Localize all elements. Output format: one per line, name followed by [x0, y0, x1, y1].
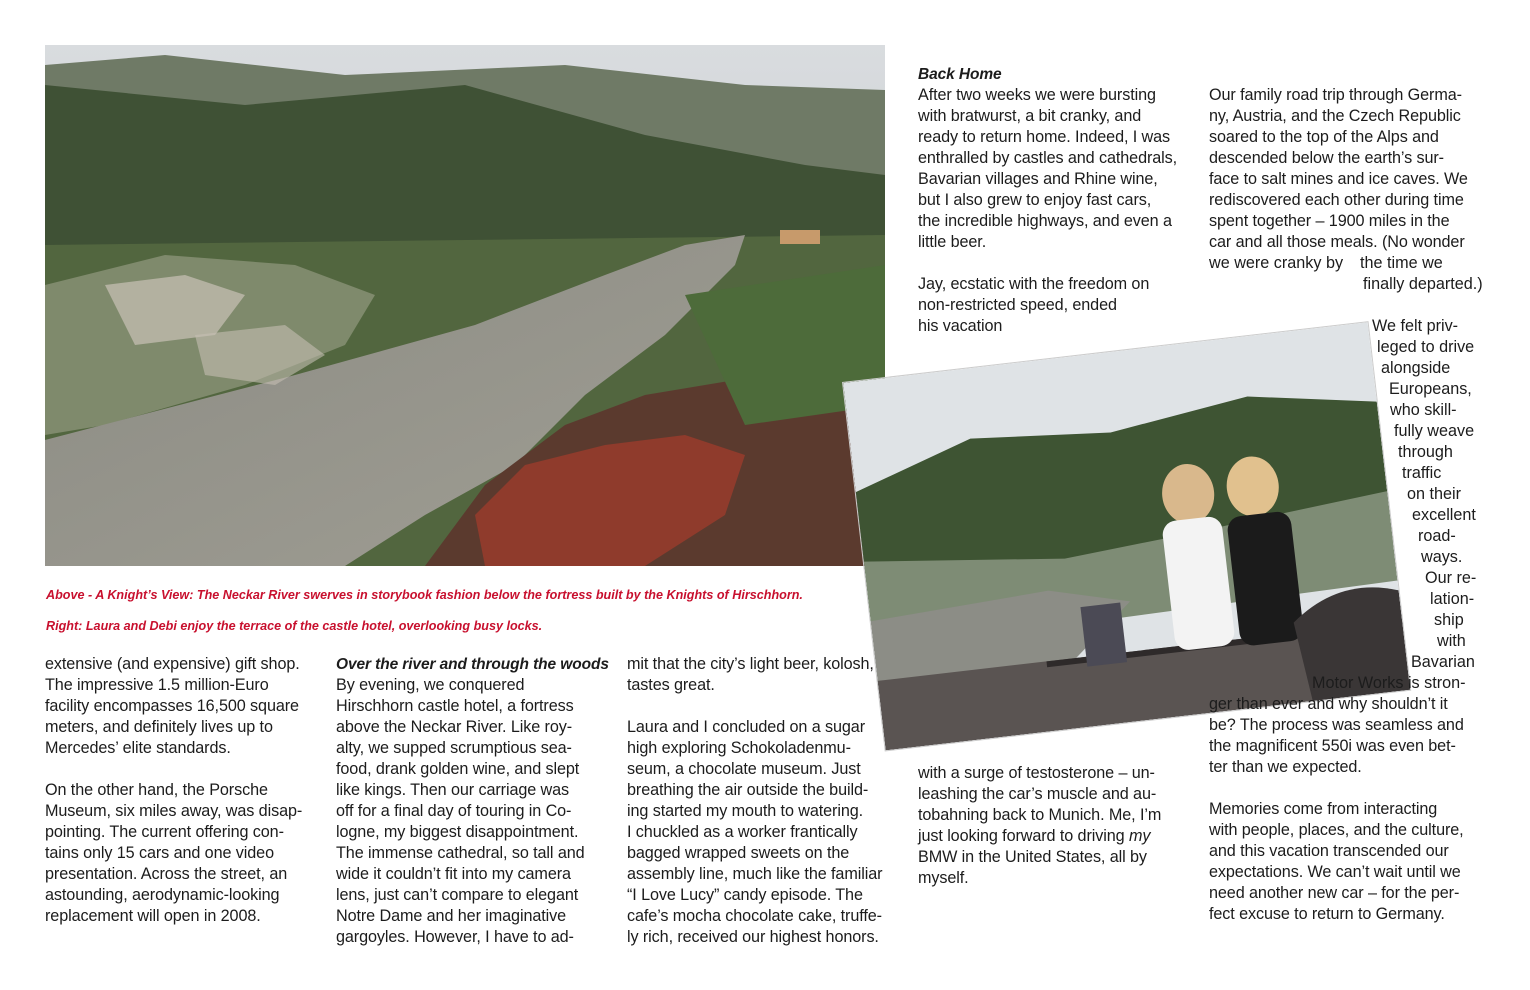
text-line: lens, just can’t compare to elegant — [336, 886, 579, 904]
text-line: descended below the earth’s sur- — [1209, 149, 1444, 167]
text-line: ger than ever and why shouldn’t it — [1209, 695, 1448, 713]
text-line: Mercedes’ elite standards. — [45, 739, 231, 757]
text-line: but I also grew to enjoy fast cars, — [918, 191, 1152, 209]
text-line: myself. — [918, 869, 969, 887]
text-line: On the other hand, the Porsche — [45, 781, 268, 799]
column-4-top — [918, 64, 1203, 337]
text-line: ny, Austria, and the Czech Republic — [1209, 107, 1461, 125]
text-line: need another new car – for the per- — [1209, 884, 1460, 902]
text-line: road- — [1418, 527, 1456, 545]
text-line: alty, we supped scrumptious sea- — [336, 739, 572, 757]
text-line: little beer. — [918, 233, 987, 251]
text-line: cafe’s mocha chocolate cake, truffe- — [627, 907, 882, 925]
text-line: assembly line, much like the familiar — [627, 865, 883, 883]
text-line: with people, places, and the culture, — [1209, 821, 1464, 839]
emphasis-text: my — [1128, 827, 1151, 845]
text-line: tobahning back to Munich. Me, I’m — [918, 806, 1162, 824]
text-line: with a surge of testosterone – un- — [918, 764, 1155, 782]
text-line: bagged wrapped sweets on the — [627, 844, 850, 862]
text-line: like kings. Then our carriage was — [336, 781, 570, 799]
text-line: BMW in the United States, all by — [918, 848, 1147, 866]
text-line: tains only 15 cars and one video — [45, 844, 274, 862]
text-line: soared to the top of the Alps and — [1209, 128, 1439, 146]
text-line: wide it couldn’t fit into my camera — [336, 865, 571, 883]
text-line: The impressive 1.5 million-Euro — [45, 676, 269, 694]
column-5-bottom — [1209, 694, 1494, 925]
text-line: Notre Dame and her imaginative — [336, 907, 567, 925]
text-line: fect excuse to return to Germany. — [1209, 905, 1445, 923]
text-line: spent together – 1900 miles in the — [1209, 212, 1450, 230]
text-line: lation- — [1430, 590, 1475, 608]
text-line: Laura and I concluded on a sugar — [627, 718, 865, 736]
text-line: astounding, aerodynamic-looking — [45, 886, 280, 904]
text-line: Motor Works is stron- — [1312, 674, 1466, 692]
text-line: ready to return home. Indeed, I was — [918, 128, 1171, 146]
text-line: non-restricted speed, ended — [918, 296, 1117, 314]
text-line: ter than we expected. — [1209, 758, 1362, 776]
text-line: expectations. We can’t wait until we — [1209, 863, 1461, 881]
text-line: Bavarian — [1411, 653, 1475, 671]
text-line: gargoyles. However, I have to ad- — [336, 928, 574, 946]
text-line: “I Love Lucy” candy episode. The — [627, 886, 863, 904]
text-line: through — [1398, 443, 1453, 461]
text-span: just looking forward to driving — [918, 827, 1129, 845]
river-valley-photo — [45, 45, 885, 566]
text-line: By evening, we conquered — [336, 676, 525, 694]
column-5-top — [1209, 85, 1489, 253]
text-line: and this vacation transcended our — [1209, 842, 1449, 860]
text-line: who skill- — [1390, 401, 1457, 419]
text-line: be? The process was seamless and — [1209, 716, 1464, 734]
text-line: Memories come from interacting — [1209, 800, 1438, 818]
text-line: enthralled by castles and cathedrals, — [918, 149, 1178, 167]
column-4-bottom — [918, 763, 1203, 889]
text-line: fully weave — [1394, 422, 1475, 440]
text-line: ly rich, received our highest honors. — [627, 928, 879, 946]
text-line: After two weeks we were bursting — [918, 86, 1156, 104]
text-line: presentation. Across the street, an — [45, 865, 288, 883]
text-line: extensive (and expensive) gift shop. — [45, 655, 300, 673]
text-line: facility encompasses 16,500 square — [45, 697, 299, 715]
text-line: The immense cathedral, so tall and — [336, 844, 585, 862]
caption-right: Right: Laura and Debi enjoy the terrace of the castle hotel, overlooking busy locks. — [46, 619, 543, 633]
text-line: above the Neckar River. Like roy- — [336, 718, 573, 736]
text-line: Bavarian villages and Rhine wine, — [918, 170, 1158, 188]
text-line: with bratwurst, a bit cranky, and — [918, 107, 1142, 125]
text-line: ship — [1434, 611, 1464, 629]
text-line: Europeans, — [1389, 380, 1472, 398]
text-line: Jay, ecstatic with the freedom on — [918, 275, 1150, 293]
text-line: breathing the air outside the build- — [627, 781, 869, 799]
text-line: finally departed.) — [1363, 275, 1483, 293]
text-line: with — [1437, 632, 1466, 650]
text-line: mit that the city’s light beer, kolosh, — [627, 655, 874, 673]
text-line — [918, 826, 1203, 847]
text-line: ing started my mouth to watering. — [627, 802, 864, 820]
text-line: off for a final day of touring in Co- — [336, 802, 572, 820]
text-line: face to salt mines and ice caves. We — [1209, 170, 1468, 188]
text-line: leged to drive — [1377, 338, 1475, 356]
text-line: replacement will open in 2008. — [45, 907, 261, 925]
text-line: Our re- — [1425, 569, 1477, 587]
text-line: car and all those meals. (No wonder — [1209, 233, 1465, 251]
text-line: traffic — [1402, 464, 1442, 482]
text-line: tastes great. — [627, 676, 715, 694]
text-line: the time we — [1360, 254, 1443, 272]
text-line: his vacation — [918, 317, 1003, 335]
text-line: We felt priv- — [1372, 317, 1459, 335]
text-line: meters, and definitely lives up to — [45, 718, 273, 736]
caption-above: Above - A Knight’s View: The Neckar River swerves in storybook fashion below the fortress built by the Knights of Hirschhorn. — [46, 588, 803, 602]
text-line: alongside — [1381, 359, 1451, 377]
section-heading: Over the river and through the woods — [336, 656, 609, 673]
text-line: seum, a chocolate museum. Just — [627, 760, 861, 778]
text-line: the incredible highways, and even a — [918, 212, 1172, 230]
text-line: Our family road trip through Germa- — [1209, 86, 1462, 104]
text-line: I chuckled as a worker frantically — [627, 823, 858, 841]
text-line: on their — [1407, 485, 1461, 503]
text-line: the magnificent 550i was even bet- — [1209, 737, 1456, 755]
column-2 — [336, 654, 621, 948]
text-line: we were cranky by — [1209, 254, 1344, 272]
text-line: leashing the car’s muscle and au- — [918, 785, 1157, 803]
text-line: logne, my biggest disappointment. — [336, 823, 579, 841]
text-line: food, drank golden wine, and slept — [336, 760, 580, 778]
text-line: excellent — [1412, 506, 1476, 524]
text-line: pointing. The current offering con- — [45, 823, 284, 841]
text-line: rediscovered each other during time — [1209, 191, 1464, 209]
section-heading: Back Home — [918, 66, 1002, 83]
text-line: high exploring Schokoladenmu- — [627, 739, 851, 757]
text-line: Hirschhorn castle hotel, a fortress — [336, 697, 574, 715]
column-3 — [627, 654, 912, 948]
text-line: ways. — [1421, 548, 1463, 566]
column-1 — [45, 654, 330, 927]
text-line: Museum, six miles away, was disap- — [45, 802, 303, 820]
